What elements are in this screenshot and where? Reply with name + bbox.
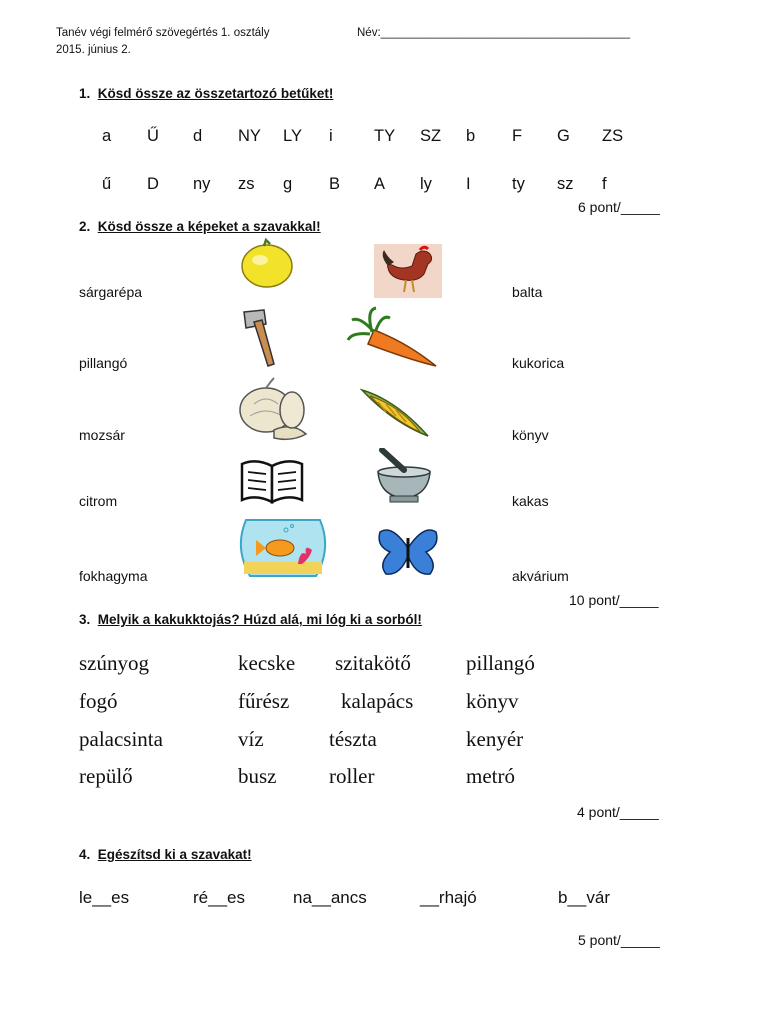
letter[interactable]: F — [512, 127, 523, 145]
odd-one-word[interactable]: fűrész — [238, 689, 290, 713]
right-word[interactable]: kukorica — [512, 355, 565, 371]
axe-icon[interactable] — [240, 308, 276, 370]
fill-in-word[interactable]: __rhajó — [420, 888, 477, 907]
letter[interactable]: A — [374, 175, 386, 193]
fill-in-word[interactable]: ré__es — [193, 888, 245, 907]
aquarium-icon[interactable] — [236, 514, 330, 582]
letter[interactable]: D — [147, 175, 159, 193]
odd-one-word[interactable]: kecske — [238, 651, 296, 675]
letter[interactable]: G — [557, 127, 570, 145]
section4-title: Egészítsd ki a szavakat! — [97, 847, 252, 862]
corn-icon[interactable] — [356, 382, 434, 442]
letter[interactable]: I — [466, 175, 471, 193]
lemon-icon[interactable] — [236, 238, 296, 290]
section3-heading — [79, 612, 422, 627]
left-word[interactable]: mozsár — [79, 427, 125, 443]
odd-one-word[interactable]: szitakötő — [335, 651, 411, 675]
odd-one-word[interactable]: kenyér — [466, 727, 524, 751]
left-word[interactable]: pillangó — [79, 355, 128, 371]
fill-in-word[interactable]: b__vár — [558, 888, 610, 907]
section1-number: 1. — [79, 86, 91, 101]
letter[interactable]: sz — [557, 175, 574, 193]
section2-heading — [79, 219, 321, 234]
section4-number: 4. — [79, 847, 91, 862]
right-word[interactable]: kakas — [512, 493, 549, 509]
odd-one-word[interactable]: repülő — [79, 764, 133, 788]
odd-one-word[interactable]: palacsinta — [79, 727, 163, 751]
odd-one-word[interactable]: könyv — [466, 689, 519, 713]
odd-one-word[interactable]: busz — [238, 764, 277, 788]
left-word[interactable]: sárgarépa — [79, 284, 143, 300]
odd-one-word[interactable]: fogó — [79, 689, 118, 713]
butterfly-icon[interactable] — [376, 524, 440, 580]
letter[interactable]: ZS — [602, 127, 624, 145]
letter[interactable]: SZ — [420, 127, 442, 145]
section4-points: 5 pont/_____ — [578, 932, 660, 948]
book-icon[interactable] — [240, 456, 304, 506]
left-word[interactable]: fokhagyma — [79, 568, 148, 584]
worksheet-date: 2015. június 2. — [56, 44, 131, 56]
letter[interactable]: ty — [512, 175, 525, 193]
right-word[interactable]: könyv — [512, 427, 549, 443]
letter[interactable]: f — [602, 175, 607, 193]
name-field[interactable]: Név:_______________________________________ — [357, 27, 631, 39]
letter[interactable]: b — [466, 127, 476, 145]
section2-number: 2. — [79, 219, 91, 234]
odd-one-word[interactable]: roller — [329, 764, 375, 788]
letter[interactable]: B — [329, 175, 341, 193]
left-word[interactable]: citrom — [79, 493, 118, 509]
mortar-icon[interactable] — [374, 448, 434, 506]
fill-in-word[interactable]: le__es — [79, 888, 130, 907]
letter[interactable]: ű — [102, 175, 112, 193]
rooster-icon[interactable] — [374, 244, 442, 298]
section1-heading — [79, 86, 333, 101]
letter[interactable]: zs — [238, 175, 255, 193]
letter[interactable]: ly — [420, 175, 432, 193]
letter[interactable]: LY — [283, 127, 302, 145]
odd-one-word[interactable]: kalapács — [341, 689, 414, 713]
section1-points: 6 pont/_____ — [578, 199, 660, 215]
odd-one-word[interactable]: metró — [466, 764, 515, 788]
carrot-icon[interactable] — [346, 306, 438, 370]
letter[interactable]: TY — [374, 127, 396, 145]
letter[interactable]: a — [102, 127, 112, 145]
section2-points: 10 pont/_____ — [569, 592, 659, 608]
section3-title: Melyik a kakukktojás? Húzd alá, mi lóg ki a sorból! — [97, 612, 422, 627]
letter[interactable]: NY — [238, 127, 261, 145]
fill-in-word[interactable]: na__ancs — [293, 888, 367, 907]
letter[interactable]: i — [329, 127, 333, 145]
letter[interactable]: g — [283, 175, 293, 193]
letter[interactable]: Ű — [147, 127, 159, 145]
section3-points: 4 pont/_____ — [577, 804, 659, 820]
section4-heading — [79, 847, 252, 862]
worksheet-title: Tanév végi felmérő szövegértés 1. osztály — [56, 27, 270, 39]
garlic-icon[interactable] — [236, 376, 310, 442]
odd-one-word[interactable]: szúnyog — [79, 651, 149, 675]
section3-number: 3. — [79, 612, 91, 627]
odd-one-word[interactable]: tészta — [329, 727, 377, 751]
odd-one-word[interactable]: víz — [238, 727, 264, 751]
right-word[interactable]: balta — [512, 284, 543, 300]
section1-title: Kösd össze az összetartozó betűket! — [97, 86, 334, 101]
letter[interactable]: d — [193, 127, 203, 145]
right-word[interactable]: akvárium — [512, 568, 569, 584]
letter[interactable]: ny — [193, 175, 211, 193]
section2-title: Kösd össze a képeket a szavakkal! — [97, 219, 321, 234]
odd-one-word[interactable]: pillangó — [466, 651, 535, 675]
